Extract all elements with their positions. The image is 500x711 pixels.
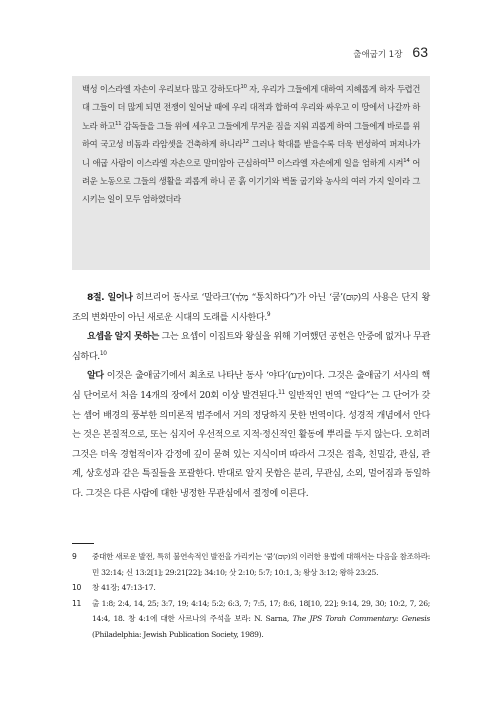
scripture-quote-box — [72, 76, 430, 270]
footnote-number: 10 — [72, 583, 82, 593]
footnote — [72, 596, 430, 643]
running-title: 출애굽기 1장 — [353, 50, 403, 60]
verse-number: 13 — [267, 157, 274, 164]
footnote-ref[interactable]: 10 — [99, 350, 107, 357]
footnote-text-part: 출 1:8; 2:4, 14, 25; 3:7, 19; 4:14; 5:2; 6:3, 7; 7:5, 17; 8:6, 18[10, 22]; 9:14, 29, 30; 10:2, 7, 26; 14:4, 18. 창 4:1에 대한 사르나의 주석을 보라: N. Sarna, — [92, 598, 430, 624]
footnote-divider — [72, 543, 94, 544]
paragraph-text: 일반적인 번역 “알다”는 그 단어가 갖는 셈어 배경의 풍부한 의미론적 범주에서 거의 정당하지 못한 번역이다. 성경적 개념에서 안다는 것은 본질적으로, 또는 심지어 우선적으로 지적·정신적인 활동에 뿌리를 두지 않는다. 오히려 그것은 더욱 경험적이자 감정에 깊이 묻혀 있는 지식이며 따라서 그것은 접촉, 친밀감, 관심, 관계, 상호성과 같은 특질들을 포괄한다. 반대로 알지 못함은 분리, 무관심, 소외, 멀어짐과 동일하다. 그것은 다른 사람에 대한 냉정한 무관심에서 절정에 이른다. — [72, 390, 430, 499]
commentary-paragraph — [72, 328, 430, 367]
footnote — [72, 580, 430, 596]
paragraph-text: 히브리어 동사로 ‘말라크’(מָלַךְ “통치하다”)가 아닌 ‘쿰’(קוּם)의 사용은 단지 왕조의 변화만이 아닌 새로운 시대의 도래를 시사한다. — [72, 293, 430, 323]
verse-number: 11 — [115, 121, 122, 128]
quote-text: 감독들을 그들 위에 세우고 그들에게 무거운 짐을 지워 괴롭게 하여 그들에게 바로를 위하여 국고성 비돔과 라암셋을 건축하게 하니라 — [82, 120, 420, 150]
footnote — [72, 549, 430, 580]
footnotes — [72, 549, 430, 643]
footnote-text-part: (Philadelphia: Jewish Publication Society, 1989). — [92, 629, 264, 639]
footnote-number: 9 — [72, 552, 77, 561]
scripture-quote — [82, 80, 420, 209]
paragraph-text: 그는 요셉이 이집트와 왕실을 위해 기여했던 공헌은 안중에 없거나 무관심하다. — [72, 332, 430, 362]
quote-text: 이스라엘 자손에게 일을 엄하게 시켜 — [273, 157, 404, 168]
running-header — [353, 44, 428, 60]
paragraph-text: 이것은 출애굽기에서 최초로 나타난 동사 ‘야다’(יָדַע)이다. 그것은 출애굽기 서사의 핵심 단어로서 처음 14개의 장에서 20회 이상 발견된다. — [72, 371, 430, 401]
commentary-paragraph — [72, 367, 430, 504]
footnote-number: 11 — [72, 598, 82, 608]
quote-text: 어려운 노동으로 그들의 생활을 괴롭게 하니 곧 흙 이기기와 벽돌 굽기와 농사의 여러 가지 일이라 그 시키는 일이 모두 엄하였더라 — [82, 157, 420, 205]
quote-text: 백성 이스라엘 자손이 우리보다 많고 강하도다 — [82, 84, 241, 94]
page-number: 63 — [412, 44, 428, 60]
verse-number: 10 — [240, 84, 247, 91]
footnote-text: 창 41장; 47:13-17. — [92, 583, 156, 593]
commentary-body — [72, 289, 430, 505]
footnote-ref[interactable]: 11 — [278, 389, 285, 396]
verse-number: 14 — [403, 157, 410, 164]
lemma-heading: 알다 — [87, 371, 104, 382]
lemma-heading: 요셉을 알지 못하는 — [87, 332, 159, 343]
lemma-heading: 8절. 일어나 — [87, 293, 133, 303]
footnote-text — [92, 596, 430, 643]
quote-text: 그러나 학대를 받을수록 더욱 번성하여 퍼져나가니 애굽 사람이 이스라엘 자손으로 말미암아 근심하여 — [82, 139, 420, 168]
footnote-ref[interactable]: 9 — [266, 311, 271, 318]
footnote-text: 중대한 새로운 발전, 특히 불연속적인 발전을 가리키는 ‘쿰’(קוּם)의 이러한 용법에 대해서는 다음을 참조하라: 민 32:14; 신 13:2[1]; 29:21[22]; 34:10; 삿 2:10; 5:7; 10:1, 3; 왕상 3:12; 왕하 23:25. — [92, 552, 430, 577]
verse-number: 12 — [242, 139, 249, 146]
quote-text: 자, 우리가 그들에게 대하여 지혜롭게 하자 두렵건대 그들이 더 많게 되면 전쟁이 일어날 때에 우리 대적과 합하여 우리와 싸우고 이 땅에서 나갈까 하노라 하고 — [82, 84, 420, 131]
book-title: The JPS Torah Commentary: Genesis — [292, 614, 430, 624]
commentary-paragraph — [72, 289, 430, 328]
